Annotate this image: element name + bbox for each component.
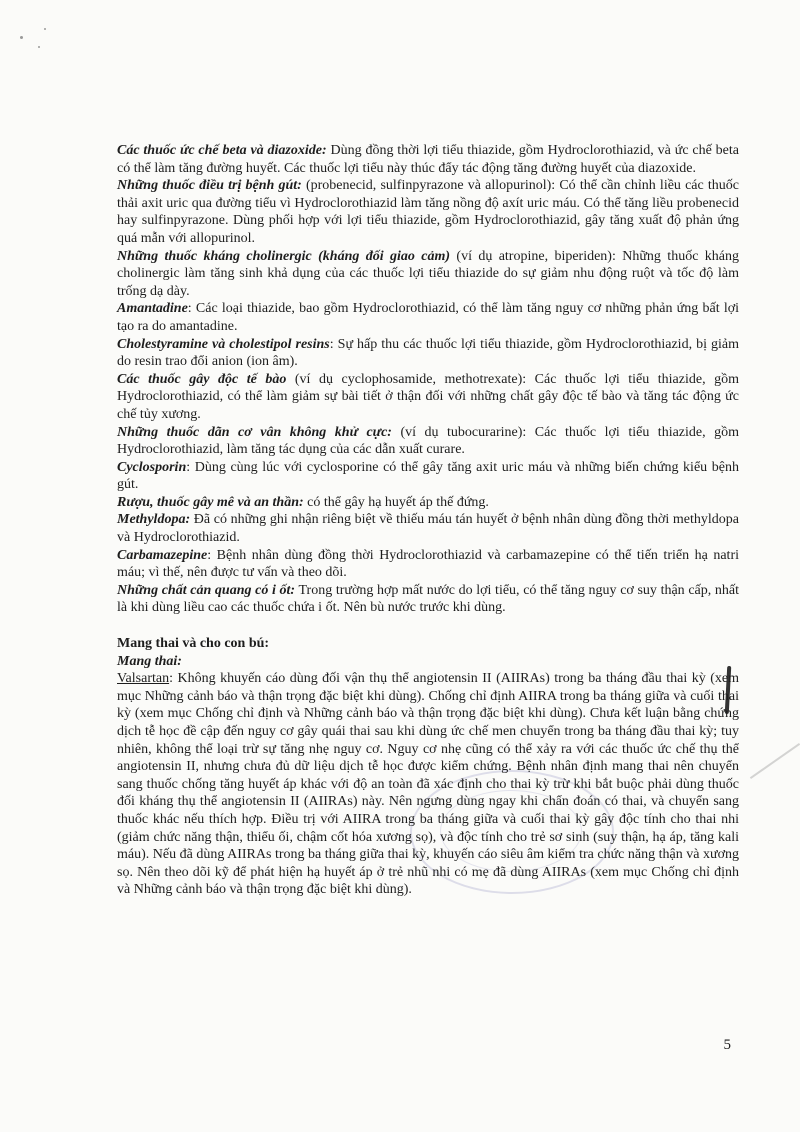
paragraph-gout-drugs: Những thuốc điều trị bệnh gút: (probenecid, sulfinpyrazone và allopurinol): Có thể cần chỉnh liều các thuốc thải axit uric qua đường tiểu vì Hydroclorothiazid làm tăng nồng độ axít uric máu. Có thể tăng liều probenecid hay sulfinpyrazone. Dùng phối hợp với lợi tiểu thiazide, gồm Hydroclorothiazid, gây tăng xuất độ phản ứng quá mẫn với allopurinol. (117, 178, 739, 246)
paragraph-cytotoxic: Các thuốc gây độc tế bào (ví dụ cyclophosamide, methotrexate): Các thuốc lợi tiểu thiazide, gồm Hydroclorothiazid, có thể làm giảm sự bài tiết ở thận đối với những chất gây độc tế bào và tăng tác động ức chế tủy xương. (117, 371, 739, 422)
document-body (117, 142, 739, 899)
scan-edge-line (750, 743, 800, 779)
scan-speck (20, 36, 23, 39)
scan-speck (38, 46, 40, 48)
paragraph-cholestyramine: Cholestyramine và cholestipol resins: Sự hấp thu các thuốc lợi tiểu thiazide, gồm Hydroclorothiazid, bị giảm do resin trao đổi anion (ion âm). (117, 336, 739, 370)
paragraph-beta-blockers: Các thuốc ức chế beta và diazoxide: Dùng đồng thời lợi tiểu thiazide, gồm Hydroclorothiazid, và ức chế beta có thể làm tăng đường huyết. Các thuốc lợi tiểu này thúc đẩy tác động tăng đường huyết của diazoxide. (117, 143, 739, 176)
subsection-title-pregnancy: Mang thai: (117, 653, 182, 669)
paragraph-carbamazepine: Carbamazepine: Bệnh nhân dùng đồng thời Hydroclorothiazid và carbamazepine có thể tiến triển hạ natri máu; vì thế, nên được tư vấn và theo dõi. (117, 547, 739, 581)
section-title-pregnancy: Mang thai và cho con bú: (117, 636, 270, 652)
paragraph-cyclosporin: Cyclosporin: Dùng cùng lúc với cyclosporine có thể gây tăng axit uric máu và những biến chứng kiểu bệnh gút. (117, 459, 739, 493)
paragraph-alcohol: Rượu, thuốc gây mê và an thần: có thể gây hạ huyết áp thế đứng. (117, 494, 489, 510)
paragraph-amantadine: Amantadine: Các loại thiazide, bao gồm Hydroclorothiazid, có thể làm tăng nguy cơ những phản ứng bất lợi tạo ra do amantadine. (117, 301, 739, 334)
page-number: 5 (723, 1037, 731, 1053)
paragraph-muscle-relaxants: Những thuốc dãn cơ vân không khử cực: (ví dụ tubocurarine): Các thuốc lợi tiểu thiazide, gồm Hydroclorothiazid, làm tăng tác dụng của các dẫn xuất curare. (117, 424, 740, 458)
paragraph-methyldopa: Methyldopa: Đã có những ghi nhận riêng biệt về thiếu máu tán huyết ở bệnh nhân dùng đồng thời methyldopa và Hydroclorothiazid. (117, 512, 739, 546)
paragraph-anticholinergic: Những thuốc kháng cholinergic (kháng đối giao cảm) (ví dụ atropine, biperiden): Những thuốc kháng cholinergic làm tăng sinh khả dụng của các thuốc lợi tiểu thiazide do sự giảm nhu động ruột và tốc độ làm trống dạ dày. (117, 248, 739, 299)
scan-speck (44, 28, 46, 30)
paragraph-iodine-contrast: Những chất cản quang có i ốt: Trong trường hợp mất nước do lợi tiểu, có thể tăng nguy cơ suy thận cấp, nhất là khi dùng liều cao các thuốc chứa i ốt. Nên bù nước trước khi dùng. (117, 582, 739, 616)
paragraph-valsartan: Valsartan: Không khuyến cáo dùng đối vận thụ thể angiotensin II (AIIRAs) trong ba tháng đầu thai kỳ (xem mục Những cảnh báo và thận trọng đặc biệt khi dùng). Chống chỉ định AIIRA trong ba tháng giữa và cuối thai kỳ (xem mục Chống chỉ định và Những cảnh báo và thận trọng đặc biệt khi dùng). Chưa kết luận bằng chứng dịch tễ học đề cập đến nguy cơ gây quái thai sau khi dùng ức chế men chuyển trong ba tháng đầu thai kỳ; tuy nhiên, không thể loại trừ sự tăng nhẹ nguy cơ. Nguy cơ nhẹ cũng có thể xảy ra với các thuốc ức chế thụ thể angiotensin II, nhưng chưa đủ dữ liệu dịch tễ học được kiểm chứng. Bệnh nhân định mang thai nên chuyển sang thuốc chống tăng huyết áp khác với độ an toàn đã xác định cho thai kỳ trừ khi bắt buộc phải dùng thuốc đối kháng thụ thể angiotensin II (AIIRAs) này. Nên ngưng dùng ngay khi chẩn đoán có thai, và chuyển sang thuốc khác nếu thích hợp. Điều trị với AIIRA trong ba tháng giữa và cuối thai kỳ gây độc tính cho thai nhi (giảm chức năng thận, thiểu ối, chậm cốt hóa xương sọ), và độc tính cho trẻ sơ sinh (suy thận, hạ áp, tăng kali máu). Nếu đã dùng AIIRAs trong ba tháng giữa thai kỳ, khuyến cáo siêu âm kiểm tra chức năng thận và xương sọ. Nên theo dõi kỹ để phát hiện hạ huyết áp ở trẻ nhũ nhi có mẹ đã dùng AIIRAs (xem mục Chống chỉ định và Những cảnh báo và thận trọng đặc biệt khi dùng). (117, 671, 739, 898)
